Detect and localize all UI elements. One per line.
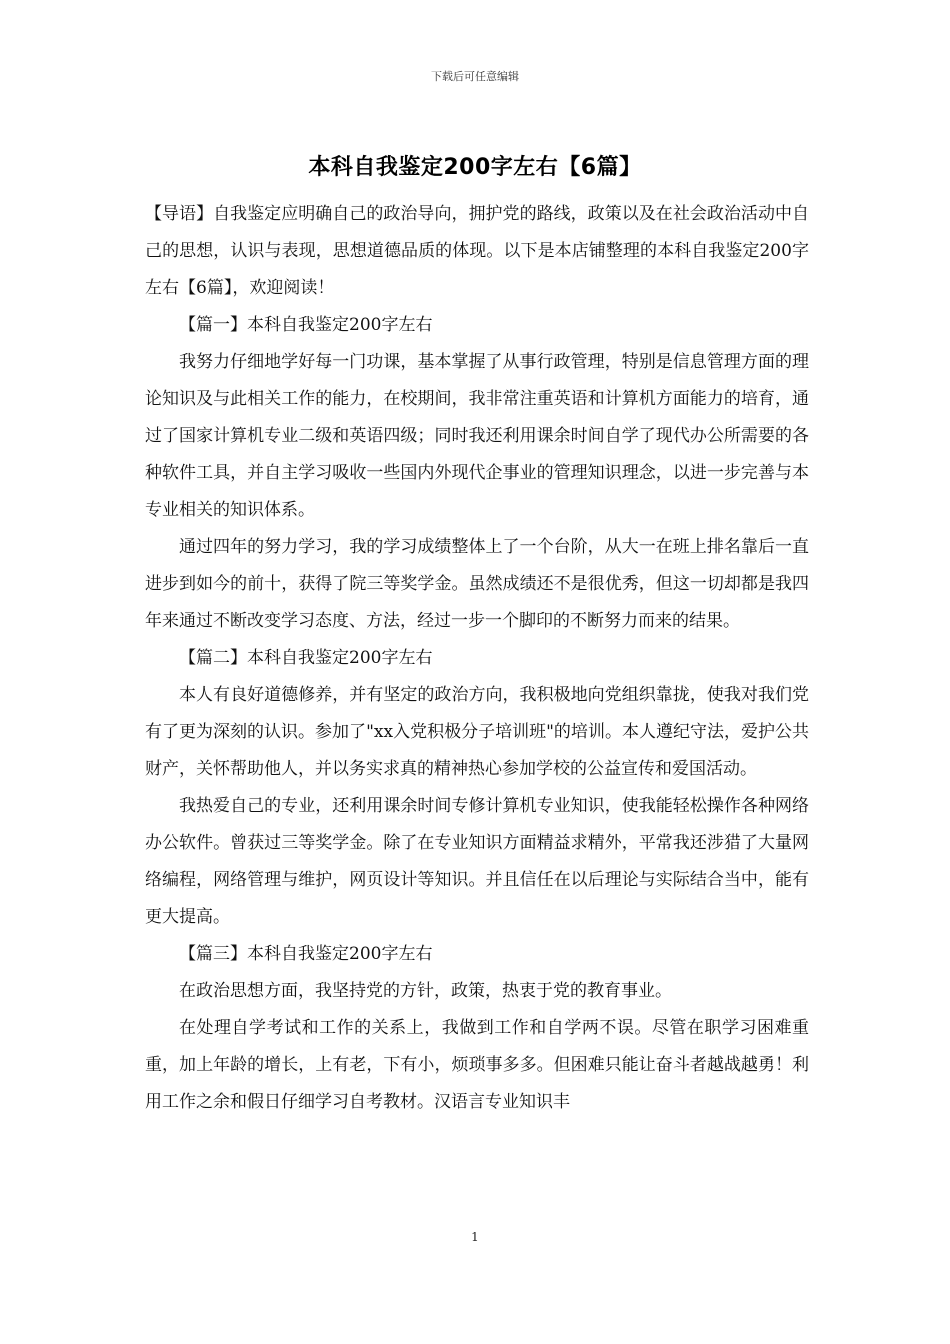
paragraph: 本人有良好道德修养，并有坚定的政治方向，我积极地向党组织靠拢，使我对我们党有了更为深刻的认识。参加了"xx入党积极分子培训班"的培训。本人遵纪守法，爱护公共财产，关怀帮助他人，并以务实求真的精神热心参加学校的公益宣传和爱国活动。 [145,685,809,779]
section-heading-2: 【篇二】本科自我鉴定200字左右 [179,648,433,668]
paragraph: 通过四年的努力学习，我的学习成绩整体上了一个台阶，从大一在班上排名靠后一直进步到如今的前十，获得了院三等奖学金。虽然成绩还不是很优秀，但这一切却都是我四年来通过不断改变学习态度、方法，经过一步一个脚印的不断努力而来的结果。 [145,537,809,631]
section-heading-1: 【篇一】本科自我鉴定200字左右 [179,315,433,335]
page-number: 1 [471,1230,479,1244]
paragraph-intro: 【导语】自我鉴定应明确自己的政治导向，拥护党的路线，政策以及在社会政治活动中自己的思想，认识与表现，思想道德品质的体现。以下是本店铺整理的本科自我鉴定200字左右【6篇】，欢迎阅读！ [145,204,809,298]
page-header-note: 下载后可任意编辑 [431,70,519,83]
document-body [145,196,809,1121]
document-title: 本科自我鉴定200字左右【6篇】 [308,155,642,180]
section-heading-3: 【篇三】本科自我鉴定200字左右 [179,944,433,964]
paragraph: 我努力仔细地学好每一门功课，基本掌握了从事行政管理，特别是信息管理方面的理论知识及与此相关工作的能力，在校期间，我非常注重英语和计算机方面能力的培育，通过了国家计算机专业二级和英语四级；同时我还利用课余时间自学了现代办公所需要的各种软件工具，并自主学习吸收一些国内外现代企事业的管理知识理念，以进一步完善与本专业相关的知识体系。 [145,352,809,520]
paragraph: 在政治思想方面，我坚持党的方针，政策，热衷于党的教育事业。 [179,981,672,1001]
paragraph: 我热爱自己的专业，还利用课余时间专修计算机专业知识，使我能轻松操作各种网络办公软件。曾获过三等奖学金。除了在专业知识方面精益求精外，平常我还涉猎了大量网络编程，网络管理与维护，网页设计等知识。并且信任在以后理论与实际结合当中，能有更大提高。 [145,796,809,927]
paragraph: 在处理自学考试和工作的关系上，我做到工作和自学两不误。尽管在职学习困难重重，加上年龄的增长，上有老，下有小，烦琐事多多。但困难只能让奋斗者越战越勇！利用工作之余和假日仔细学习自考教材。汉语言专业知识丰 [145,1018,809,1112]
